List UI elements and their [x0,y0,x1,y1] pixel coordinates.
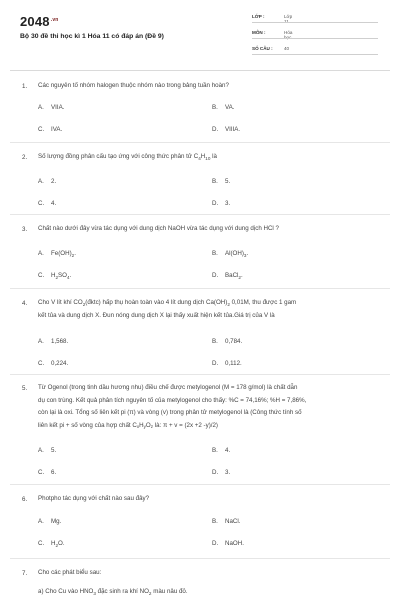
question-divider [10,558,390,559]
question-stem: Số lượng đồng phân cấu tạo ứng với công thức phân tử $C_4H_{10}$ là [38,153,217,161]
option-a[interactable]: A. VIIA. [38,104,65,111]
option-b[interactable]: B. NaCl. [212,518,241,525]
page-header: $2048^{.vn}$ Bộ 30 đề thi học kì 1 Hóa 11 có đáp án (Đề 9) LỚP : Lớp 11 MÔN : Hóa học SỐ CÂU : 40 [0,0,400,70]
site-logo[interactable]: $2048^{.vn}$ [20,14,59,29]
option-d[interactable]: D. 3. [212,200,231,207]
question-divider [10,142,390,143]
option-c[interactable]: C. 6. [38,469,57,476]
question-stem: Chất nào dưới đây vừa tác dụng với dung dịch NaOH vừa tác dụng với dung dịch HCl ? [38,225,279,232]
option-d[interactable]: D. BaCl$_2$. [212,272,243,280]
question-divider [10,484,390,485]
option-b[interactable]: B. VA. [212,104,235,111]
question-divider [10,288,390,289]
question-stem: Các nguyên tố nhóm halogen thuộc nhóm nào trong bảng tuần hoàn? [38,82,229,89]
option-a[interactable]: A. Mg. [38,518,62,525]
exam-page: $2048^{.vn}$ Bộ 30 đề thi học kì 1 Hóa 11 có đáp án (Đề 9) LỚP : Lớp 11 MÔN : Hóa học SỐ CÂU : 40 1. Các nguyên tố nhóm halogen thuộc nhóm nào trong bảng tuần hoàn? A. VIIA. B. VA. C. IVA. D. VIIIA. 2. Số lượng đồng phân cấu tạo ứng với công thức phân tử $C_4H_{10}$ là A. 2. B. 5. C. 4. D. 3. 3. Chất nào dưới đây vừa tác dụng với dung dịch NaOH vừa tác dụng với dung dịch HCl ? A. $Fe(OH)_2$. B. $Al(OH)_3$. C. $H_2SO_4$. D. BaCl$_2$. 4. Cho V lít khí $CO_2(đktc)$ hấp thụ hoàn toàn vào 4 lít dung dịch $Ca(OH)_2$ 0,01M, thu được 1 gam kết tủa và dung dịch X. Đun nóng dung dịch X lại thấy xuất hiện kết tủa.Giá trị của V là A. 1,568. B. 0,784. C. 0,224. D. 0,112. 5. Từ Ogenol (trong tinh dầu hương nhu) điều chế được metylogenol (M = 178 g/mol) là chất dẫn dụ con trùng. Kết quả phân tích nguyên tố của metylogenol cho thấy: %C = 74,16%; %H = 7,86%, còn lại là oxi. Tổng số liên kết pi (π) và vòng (v) trong phân tử metylogenol là (Công thức tính số liên kết pi + số vòng của hợp chất $C_xH_yO_z$ là: π + v = (2x +2 -y)/2) A. 5. B. 4. C. 6. D. 3. 6. Photpho tác dụng với chất nào sau đây? A. Mg. B. NaCl. C. $H_2O$. D. NaOH. 7. Cho các phát biểu sau: a) Cho Cu vào $HNO_3$ đặc sinh ra khí $NO_2$ màu nâu đỏ. [0,0,400,600]
option-b[interactable]: B. 0,784. [212,338,243,345]
option-b[interactable]: B. 4. [212,447,231,454]
document-title: Bộ 30 đề thi học kì 1 Hóa 11 có đáp án (Đề 9) [20,33,164,40]
header-divider [10,70,390,71]
option-d[interactable]: D. VIIIA. [212,126,241,133]
question-stem: Cho các phát biểu sau: [38,569,102,576]
question-divider [10,374,390,375]
option-c[interactable]: C. $H_2SO_4$. [38,272,72,280]
option-a[interactable]: A. $Fe(OH)_2$. [38,250,76,258]
question-stem: Từ Ogenol (trong tinh dầu hương nhu) điều chế được metylogenol (M = 178 g/mol) là chất dẫn dụ con trùng. Kết quả phân tích nguyên tố của metylogenol cho thấy: %C = 74,16%; %H = 7,86%, còn lại là oxi. Tổng số liên kết pi (π) và vòng (v) trong phân tử metylogenol là (Công thức tính số liên kết pi + số vòng của hợp chất $C_xH_yO_z$ là: π + v = (2x +2 -y)/2) [38,384,307,429]
option-a[interactable]: A. 2. [38,178,57,185]
option-a[interactable]: A. 1,568. [38,338,69,345]
question-divider [10,214,390,215]
option-c[interactable]: C. $H_2O$. [38,540,65,548]
option-c[interactable]: C. 4. [38,200,57,207]
question-stem: Cho V lít khí $CO_2(đktc)$ hấp thụ hoàn toàn vào 4 lít dung dịch $Ca(OH)_2$ 0,01M, thu được 1 gam kết tủa và dung dịch X. Đun nóng dung dịch X lại thấy xuất hiện kết tủa.Giá trị của V là [38,299,297,319]
option-b[interactable]: B. $Al(OH)_3$. [212,250,249,258]
option-a[interactable]: A. 5. [38,447,57,454]
option-c[interactable]: C. IVA. [38,126,63,133]
option-b[interactable]: B. 5. [212,178,231,185]
statement-a: a) Cho Cu vào $HNO_3$ đặc sinh ra khí $NO_2$ màu nâu đỏ. [38,588,188,596]
option-c[interactable]: C. 0,224. [38,360,69,367]
option-d[interactable]: D. 0,112. [212,360,242,367]
option-d[interactable]: D. 3. [212,469,231,476]
option-d[interactable]: D. NaOH. [212,540,244,547]
question-stem: Photpho tác dụng với chất nào sau đây? [38,495,150,502]
